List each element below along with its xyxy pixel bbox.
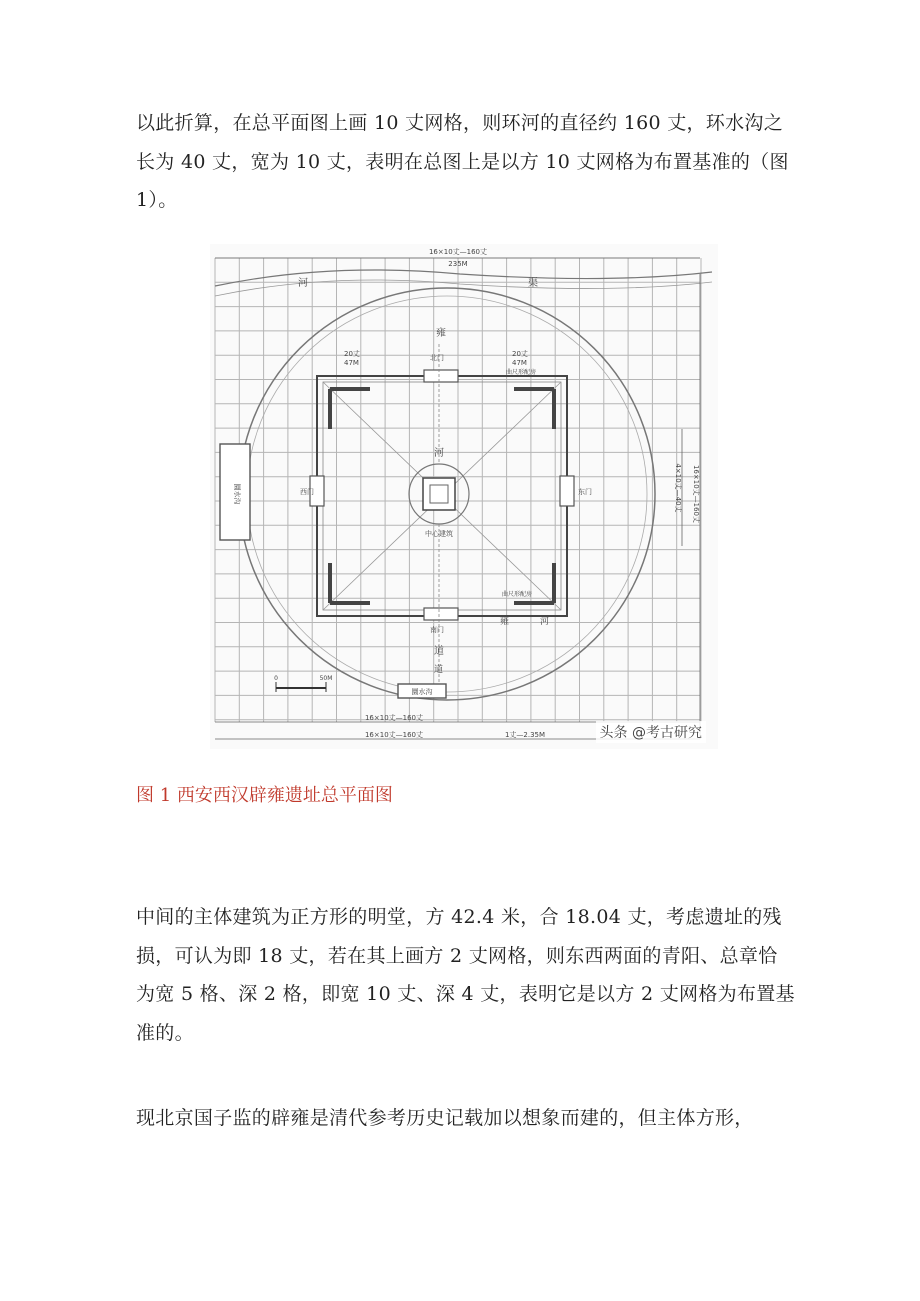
label-he-center: 河	[434, 448, 444, 459]
label-se-note: 曲尺形配房	[502, 591, 533, 598]
watermark: 头条 @考古研究	[596, 721, 706, 743]
label-south-gate: 南门	[430, 626, 444, 634]
label-scale-50: 50M	[319, 675, 333, 682]
label-top-dim-m: 235M	[448, 260, 468, 268]
figure-site-plan	[210, 244, 718, 749]
label-north-gate: 北门	[430, 354, 444, 362]
label-dao-2: 道	[434, 665, 444, 675]
label-right-dim-1: 4×10丈—40丈	[674, 463, 682, 513]
label-dim-ne-m: 47M	[512, 359, 527, 367]
label-top-dim: 16×10丈—160丈	[428, 248, 488, 256]
label-dim-nw: 20丈	[344, 350, 360, 358]
label-river-left: 河	[298, 278, 308, 289]
label-bottom-dim-1: 16×10丈—160丈	[364, 714, 424, 722]
label-water-w: 圜水沟	[233, 483, 241, 505]
label-right-dim-2: 16×10丈—160丈	[692, 464, 700, 524]
label-east-gate: 东门	[578, 488, 592, 496]
river-curve	[215, 270, 712, 286]
label-bottom-dim-2: 16×10丈—160丈	[364, 731, 424, 739]
label-west-gate: 西门	[300, 488, 314, 496]
label-scale-text: 1丈—2.35M	[504, 731, 546, 739]
label-river-right: 渠	[528, 278, 538, 289]
grid-lines	[215, 258, 701, 722]
south-gate-building	[424, 608, 458, 620]
center-building	[423, 478, 455, 510]
site-plan-drawing	[210, 244, 718, 749]
paragraph-beijing-biyong: 现北京国子监的辟雍是清代参考历史记载加以想象而建的，但主体方形，	[136, 1107, 754, 1129]
label-yong-s: 雍	[500, 617, 510, 627]
label-he-s: 河	[540, 617, 550, 627]
label-scale-0: 0	[274, 675, 278, 682]
figure-caption: 图 1 西安西汉辟雍遗址总平面图	[136, 785, 393, 806]
paragraph-mingtang: 中间的主体建筑为正方形的明堂，方 42.4 米，合 18.04 丈，考虑遗址的残损，可认为即 18 丈，若在其上画方 2 丈网格，则东西两面的青阳、总章恰为宽 5 格、深 2 格，即宽 10 丈、深 4 丈，表明它是以方 2 丈网格为布置基准的。	[136, 906, 795, 1044]
label-center-bldg: 中心建筑	[425, 530, 453, 538]
label-yong: 雍	[436, 328, 446, 339]
label-water-s: 圜水沟	[411, 688, 433, 696]
paragraph-grid-10zhang: 以此折算，在总平面图上画 10 丈网格，则环河的直径约 160 丈，环水沟之长为 40 丈，宽为 10 丈，表明在总图上是以方 10 丈网格为布置基准的（图 1）。	[136, 112, 789, 211]
north-gate-building	[424, 370, 458, 382]
label-dao: 道	[434, 646, 444, 657]
label-dim-ne: 20丈	[512, 350, 528, 358]
label-dim-nw-m: 47M	[344, 359, 359, 367]
east-gate-building	[560, 476, 574, 506]
label-ne-note: 曲尺形配房	[506, 369, 537, 376]
